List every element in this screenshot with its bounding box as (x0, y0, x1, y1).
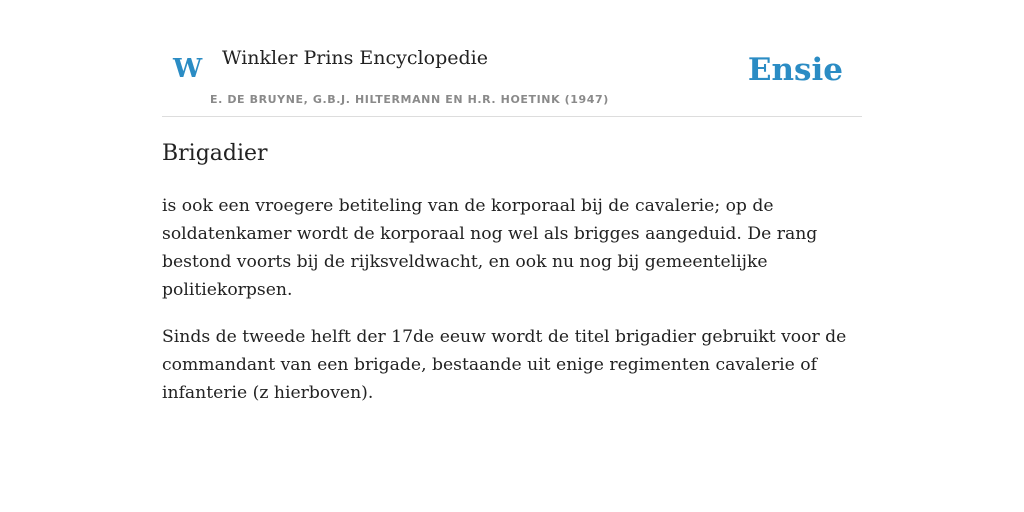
source-logo[interactable]: W (173, 54, 203, 84)
article (162, 138, 862, 426)
source-header (162, 40, 862, 117)
brand-logo[interactable]: Ensie (747, 52, 843, 88)
article-paragraph: Sinds de tweede helft der 17de eeuw wordt de titel brigadier gebruikt voor de commandant van een brigade, bestaande uit enige regimenten cavalerie of infanterie (z hierboven). (162, 327, 847, 403)
source-authors: E. DE BRUYNE, G.B.J. HILTERMANN EN H.R. HOETINK (1947) (210, 93, 609, 106)
source-title[interactable]: Winkler Prins Encyclopedie (222, 47, 488, 69)
article-paragraph: is ook een vroegere betiteling van de korporaal bij de cavalerie; op de soldatenkamer wordt de korporaal nog wel als brigges aangeduid. De rang bestond voorts bij de rijksveldwacht, en ook nu nog bij gemeentelijke politiekorpsen. (162, 196, 818, 300)
article-title: Brigadier (162, 141, 268, 166)
